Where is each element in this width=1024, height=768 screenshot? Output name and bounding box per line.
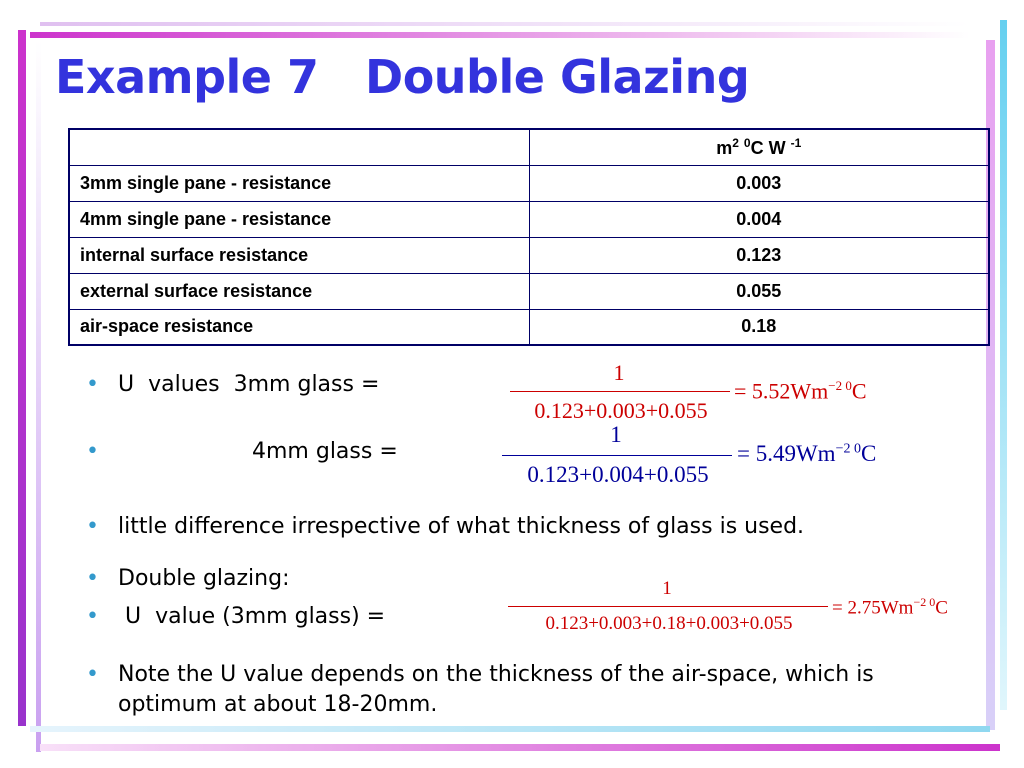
table-row: [69, 237, 989, 273]
bullet-u-value-double-glazing: U value (3mm glass) =: [118, 604, 386, 629]
bullet-dot: •: [86, 604, 99, 629]
row-value: 0.123: [529, 237, 989, 273]
decorative-top-line: [40, 22, 970, 26]
decorative-right-line: [1000, 20, 1007, 710]
row-label: 4mm single pane - resistance: [69, 201, 529, 237]
bullet-u-values-3mm: U values 3mm glass =: [118, 372, 380, 397]
bullet-dot: •: [86, 566, 99, 591]
row-label: 3mm single pane - resistance: [69, 165, 529, 201]
table-row: [69, 309, 989, 345]
bullet-note-line-1: Note the U value depends on the thickness of the air-space, which is: [118, 662, 874, 687]
formula-fraction-line: [502, 455, 732, 456]
decorative-left-line: [36, 40, 41, 752]
decorative-top-bar: [30, 32, 970, 38]
decorative-bottom-bar: [40, 744, 1000, 751]
decorative-left-bar: [18, 30, 26, 726]
formula-u-double-glazing: [506, 578, 986, 640]
formula-numerator: 1: [613, 360, 625, 385]
row-value: 0.004: [529, 201, 989, 237]
formula-numerator: 1: [610, 422, 622, 447]
bullet-dot: •: [86, 662, 99, 687]
row-value: 0.055: [529, 273, 989, 309]
formula-numerator: 1: [662, 578, 672, 599]
row-value: 0.003: [529, 165, 989, 201]
bullet-little-difference: little difference irrespective of what thickness of glass is used.: [118, 514, 805, 539]
formula-result: = $5.49Wm^{-2 0}C$: [737, 441, 877, 466]
formula-u-4mm: [500, 422, 920, 494]
decorative-bottom-line: [30, 726, 990, 732]
table-header-row: [69, 129, 989, 165]
bullet-dot: •: [86, 514, 99, 539]
row-label: external surface resistance: [69, 273, 529, 309]
row-label: air-space resistance: [69, 309, 529, 345]
formula-result: = $2.75Wm^{-2 0}C$: [832, 595, 948, 619]
bullet-dot: •: [86, 372, 99, 397]
formula-denominator: 0.123+0.004+0.055: [527, 462, 709, 487]
formula-fraction-line: [508, 606, 828, 607]
formula-denominator: 0.123+0.003+0.055: [534, 398, 708, 423]
row-value: 0.18: [529, 309, 989, 345]
bullet-note-line-2: optimum at about 18-20mm.: [118, 692, 438, 717]
formula-fraction-line: [510, 391, 730, 392]
formula-denominator: 0.123+0.003+0.18+0.003+0.055: [545, 613, 793, 634]
table-header-empty: [69, 129, 529, 165]
formula-result: = $5.52Wm^{-2 0}C$: [734, 378, 867, 404]
bullet-double-glazing: Double glazing:: [118, 566, 290, 591]
row-label: internal surface resistance: [69, 237, 529, 273]
table-row: [69, 273, 989, 309]
formula-u-3mm: [508, 360, 908, 430]
table-row: [69, 165, 989, 201]
bullet-dot: •: [86, 439, 99, 464]
table-row: [69, 201, 989, 237]
table-header-unit: $m^2$ $^0$C W $^{-1}$: [529, 129, 989, 165]
bullet-u-values-4mm: 4mm glass =: [252, 439, 398, 464]
slide-title: Example 7 Double Glazing: [55, 50, 750, 104]
resistance-table: [68, 128, 990, 346]
